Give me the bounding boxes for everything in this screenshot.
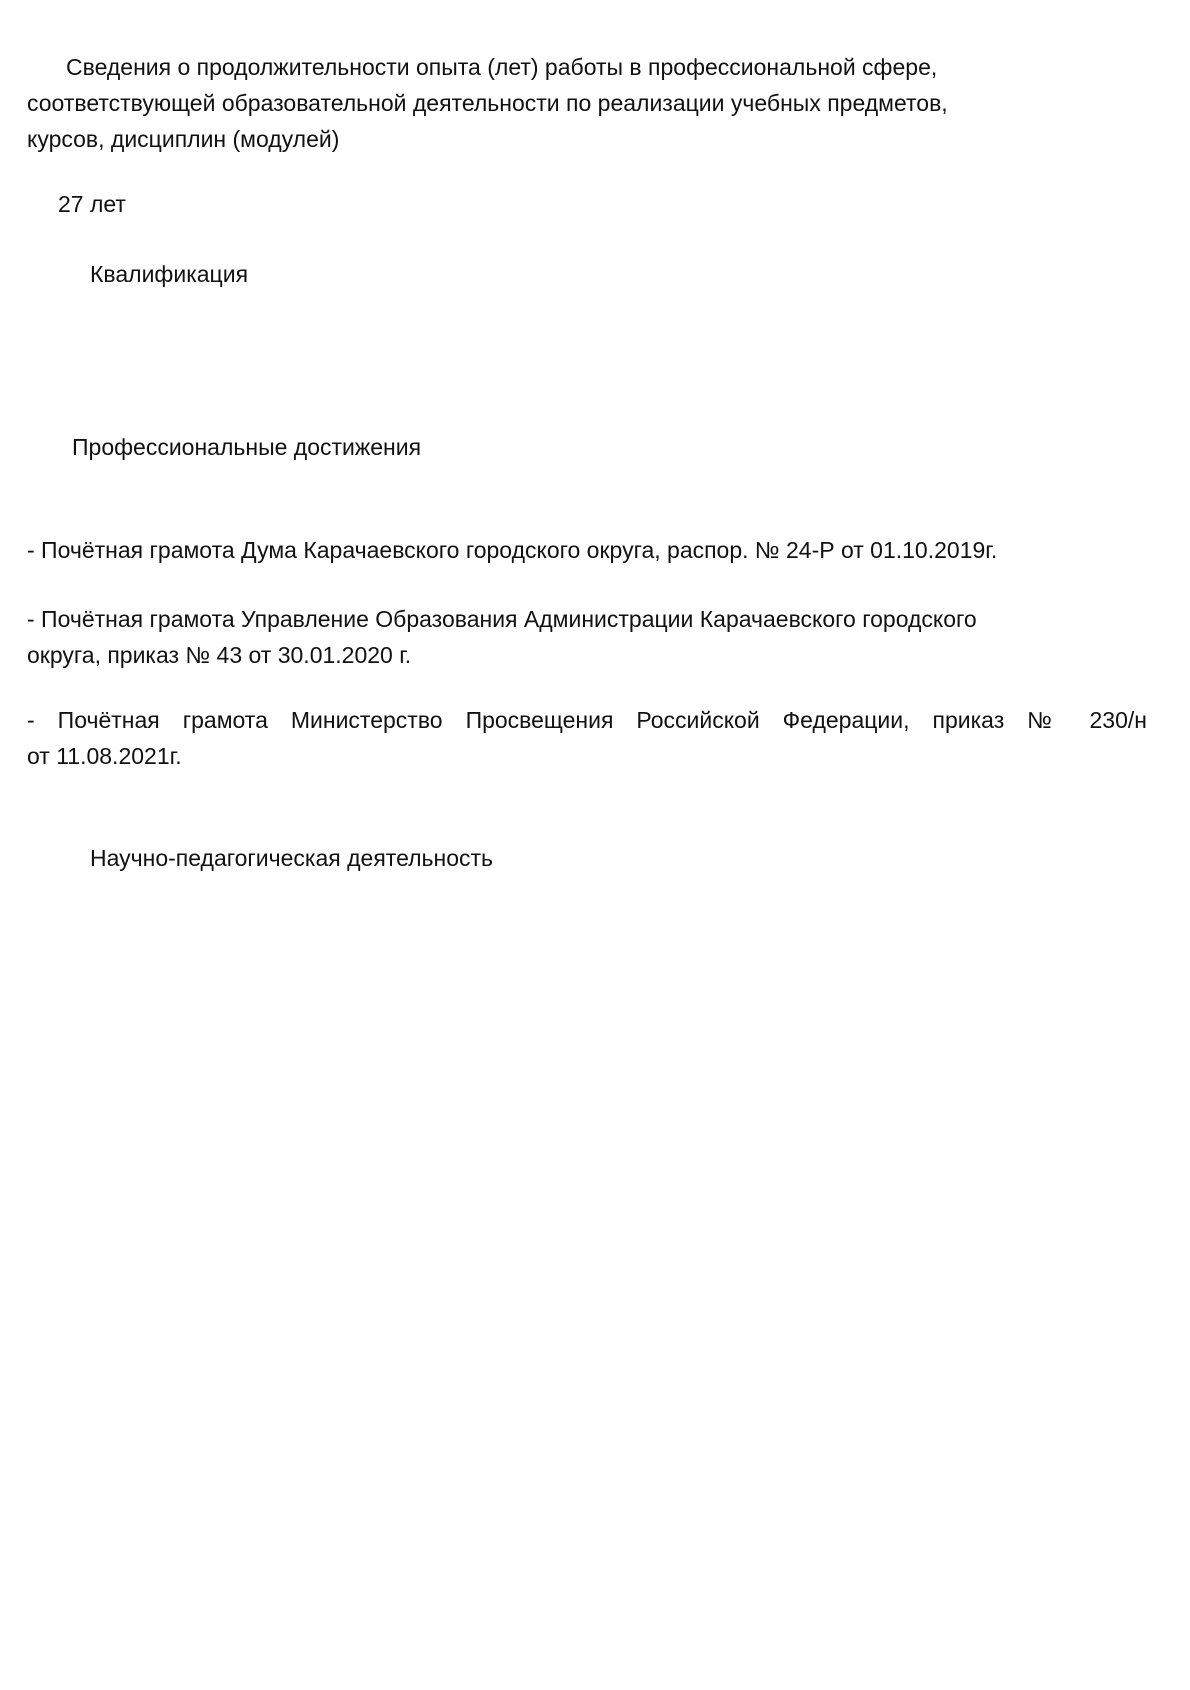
achievement-2-line-2: округа, приказ № 43 от 30.01.2020 г. [27, 642, 412, 668]
intro-line-3: курсов, дисциплин (модулей) [27, 126, 340, 152]
qualification-heading: Квалификация [90, 261, 249, 287]
achievement-1-line-1: - Почётная грамота Дума Карачаевского городского округа, распор. № 24-Р от 01.10.2019г. [27, 537, 998, 563]
achievement-3-line-2: от 11.08.2021г. [27, 743, 182, 769]
intro-line-1: Сведения о продолжительности опыта (лет) работы в профессиональной сфере, [66, 54, 938, 80]
achievements-heading: Профессиональные достижения [72, 434, 422, 460]
experience-years: 27 лет [58, 191, 126, 217]
research-heading: Научно-педагогическая деятельность [90, 845, 494, 871]
achievement-2-line-1: - Почётная грамота Управление Образования Администрации Карачаевского городского [27, 606, 977, 632]
achievement-3-line-1: - Почётная грамота Министерство Просвещения Российской Федерации, приказ № 230/н [27, 707, 1147, 733]
intro-line-2: соответствующей образовательной деятельности по реализации учебных предметов, [27, 90, 948, 116]
